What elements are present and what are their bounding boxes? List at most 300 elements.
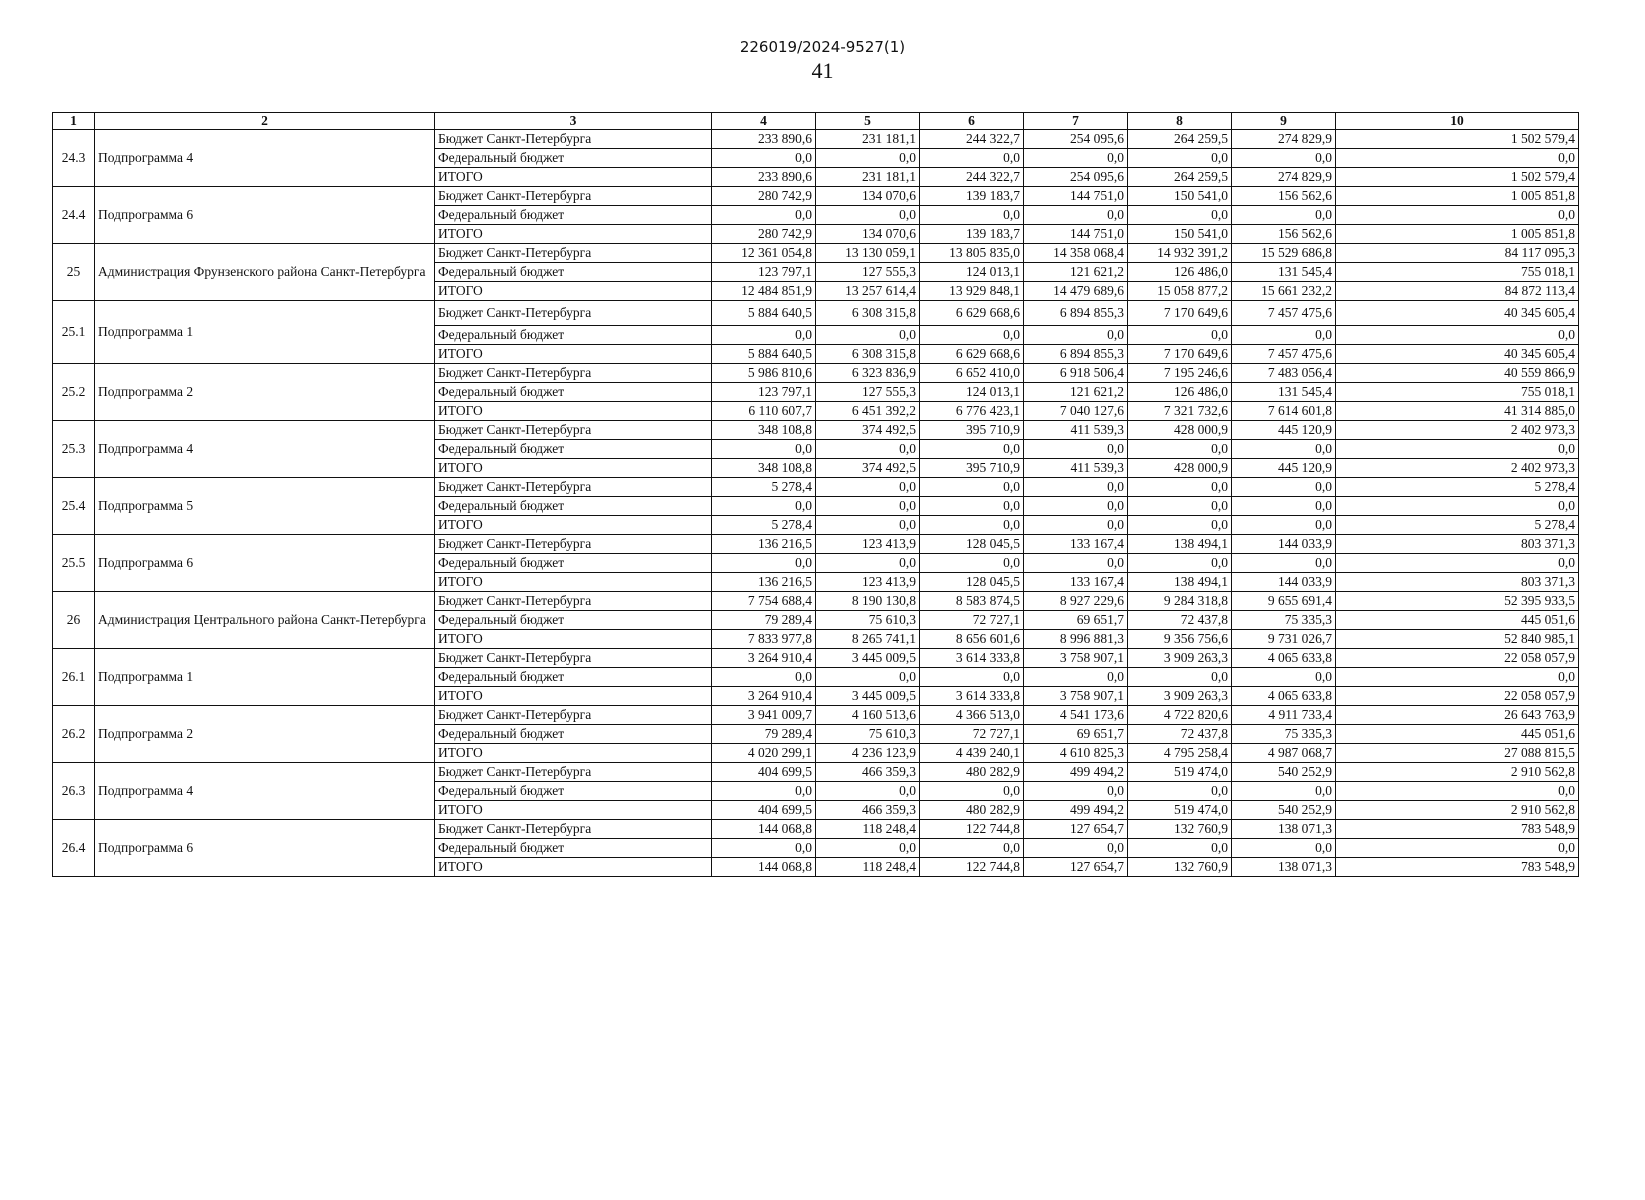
row-number: 25.2 bbox=[53, 364, 95, 421]
amount-cell: 0,0 bbox=[920, 516, 1024, 535]
amount-cell: 126 486,0 bbox=[1128, 383, 1232, 402]
funding-source: ИТОГО bbox=[435, 282, 712, 301]
amount-cell: 133 167,4 bbox=[1024, 573, 1128, 592]
amount-cell: 395 710,9 bbox=[920, 421, 1024, 440]
amount-cell: 6 918 506,4 bbox=[1024, 364, 1128, 383]
program-name: Подпрограмма 5 bbox=[95, 478, 435, 535]
program-name: Подпрограмма 1 bbox=[95, 301, 435, 364]
program-name: Подпрограмма 2 bbox=[95, 706, 435, 763]
amount-cell: 755 018,1 bbox=[1336, 263, 1579, 282]
amount-cell: 3 941 009,7 bbox=[712, 706, 816, 725]
amount-cell: 139 183,7 bbox=[920, 225, 1024, 244]
amount-cell: 404 699,5 bbox=[712, 763, 816, 782]
amount-cell: 138 071,3 bbox=[1232, 820, 1336, 839]
amount-cell: 428 000,9 bbox=[1128, 421, 1232, 440]
amount-cell: 0,0 bbox=[816, 554, 920, 573]
funding-source: Бюджет Санкт-Петербурга bbox=[435, 244, 712, 263]
amount-cell: 3 264 910,4 bbox=[712, 687, 816, 706]
amount-cell: 0,0 bbox=[1232, 782, 1336, 801]
funding-source: Федеральный бюджет bbox=[435, 839, 712, 858]
amount-cell: 445 120,9 bbox=[1232, 421, 1336, 440]
amount-cell: 0,0 bbox=[920, 839, 1024, 858]
funding-source: ИТОГО bbox=[435, 573, 712, 592]
amount-cell: 445 051,6 bbox=[1336, 725, 1579, 744]
amount-cell: 348 108,8 bbox=[712, 421, 816, 440]
amount-cell: 803 371,3 bbox=[1336, 573, 1579, 592]
funding-source: Бюджет Санкт-Петербурга bbox=[435, 301, 712, 326]
funding-source: Бюджет Санкт-Петербурга bbox=[435, 478, 712, 497]
amount-cell: 7 321 732,6 bbox=[1128, 402, 1232, 421]
amount-cell: 783 548,9 bbox=[1336, 820, 1579, 839]
table-row bbox=[53, 301, 1579, 326]
amount-cell: 4 160 513,6 bbox=[816, 706, 920, 725]
amount-cell: 75 610,3 bbox=[816, 725, 920, 744]
funding-source: Федеральный бюджет bbox=[435, 497, 712, 516]
amount-cell: 131 545,4 bbox=[1232, 263, 1336, 282]
funding-source: ИТОГО bbox=[435, 687, 712, 706]
amount-cell: 233 890,6 bbox=[712, 168, 816, 187]
amount-cell: 7 833 977,8 bbox=[712, 630, 816, 649]
amount-cell: 121 621,2 bbox=[1024, 263, 1128, 282]
amount-cell: 3 445 009,5 bbox=[816, 649, 920, 668]
amount-cell: 8 996 881,3 bbox=[1024, 630, 1128, 649]
amount-cell: 9 284 318,8 bbox=[1128, 592, 1232, 611]
amount-cell: 2 910 562,8 bbox=[1336, 763, 1579, 782]
amount-cell: 6 110 607,7 bbox=[712, 402, 816, 421]
budget-table bbox=[52, 112, 1579, 877]
amount-cell: 0,0 bbox=[1024, 478, 1128, 497]
amount-cell: 0,0 bbox=[1024, 554, 1128, 573]
amount-cell: 0,0 bbox=[920, 326, 1024, 345]
amount-cell: 127 654,7 bbox=[1024, 858, 1128, 877]
amount-cell: 8 583 874,5 bbox=[920, 592, 1024, 611]
amount-cell: 519 474,0 bbox=[1128, 763, 1232, 782]
row-number: 25.3 bbox=[53, 421, 95, 478]
program-name: Подпрограмма 1 bbox=[95, 649, 435, 706]
amount-cell: 3 909 263,3 bbox=[1128, 687, 1232, 706]
amount-cell: 22 058 057,9 bbox=[1336, 687, 1579, 706]
amount-cell: 128 045,5 bbox=[920, 573, 1024, 592]
amount-cell: 0,0 bbox=[1336, 668, 1579, 687]
table-row bbox=[53, 364, 1579, 383]
row-number: 25.4 bbox=[53, 478, 95, 535]
funding-source: Федеральный бюджет bbox=[435, 554, 712, 573]
amount-cell: 480 282,9 bbox=[920, 801, 1024, 820]
amount-cell: 4 065 633,8 bbox=[1232, 687, 1336, 706]
funding-source: ИТОГО bbox=[435, 744, 712, 763]
amount-cell: 0,0 bbox=[1024, 668, 1128, 687]
amount-cell: 374 492,5 bbox=[816, 459, 920, 478]
amount-cell: 254 095,6 bbox=[1024, 168, 1128, 187]
program-name: Подпрограмма 4 bbox=[95, 130, 435, 187]
amount-cell: 144 033,9 bbox=[1232, 535, 1336, 554]
amount-cell: 0,0 bbox=[1232, 440, 1336, 459]
amount-cell: 0,0 bbox=[712, 206, 816, 225]
amount-cell: 0,0 bbox=[816, 839, 920, 858]
amount-cell: 0,0 bbox=[920, 668, 1024, 687]
amount-cell: 136 216,5 bbox=[712, 535, 816, 554]
amount-cell: 480 282,9 bbox=[920, 763, 1024, 782]
column-header: 6 bbox=[920, 113, 1024, 130]
column-header-row bbox=[53, 113, 1579, 130]
column-header: 1 bbox=[53, 113, 95, 130]
amount-cell: 15 661 232,2 bbox=[1232, 282, 1336, 301]
table-row bbox=[53, 706, 1579, 725]
program-name: Администрация Фрунзенского района Санкт-Петербурга bbox=[95, 244, 435, 301]
amount-cell: 5 278,4 bbox=[712, 478, 816, 497]
amount-cell: 2 402 973,3 bbox=[1336, 421, 1579, 440]
amount-cell: 121 621,2 bbox=[1024, 383, 1128, 402]
funding-source: ИТОГО bbox=[435, 630, 712, 649]
amount-cell: 52 840 985,1 bbox=[1336, 630, 1579, 649]
amount-cell: 4 541 173,6 bbox=[1024, 706, 1128, 725]
amount-cell: 72 437,8 bbox=[1128, 611, 1232, 630]
funding-source: ИТОГО bbox=[435, 858, 712, 877]
amount-cell: 0,0 bbox=[1336, 149, 1579, 168]
amount-cell: 0,0 bbox=[920, 782, 1024, 801]
amount-cell: 2 910 562,8 bbox=[1336, 801, 1579, 820]
amount-cell: 428 000,9 bbox=[1128, 459, 1232, 478]
amount-cell: 144 033,9 bbox=[1232, 573, 1336, 592]
document-id: 226019/2024-9527(1) bbox=[739, 38, 906, 56]
amount-cell: 540 252,9 bbox=[1232, 763, 1336, 782]
amount-cell: 231 181,1 bbox=[816, 168, 920, 187]
amount-cell: 0,0 bbox=[1024, 497, 1128, 516]
amount-cell: 3 445 009,5 bbox=[816, 687, 920, 706]
amount-cell: 22 058 057,9 bbox=[1336, 649, 1579, 668]
amount-cell: 7 170 649,6 bbox=[1128, 345, 1232, 364]
table-row bbox=[53, 763, 1579, 782]
amount-cell: 395 710,9 bbox=[920, 459, 1024, 478]
program-name: Подпрограмма 6 bbox=[95, 535, 435, 592]
column-header: 7 bbox=[1024, 113, 1128, 130]
amount-cell: 348 108,8 bbox=[712, 459, 816, 478]
amount-cell: 0,0 bbox=[920, 497, 1024, 516]
amount-cell: 156 562,6 bbox=[1232, 187, 1336, 206]
amount-cell: 136 216,5 bbox=[712, 573, 816, 592]
amount-cell: 79 289,4 bbox=[712, 611, 816, 630]
amount-cell: 138 494,1 bbox=[1128, 535, 1232, 554]
amount-cell: 144 068,8 bbox=[712, 820, 816, 839]
amount-cell: 3 909 263,3 bbox=[1128, 649, 1232, 668]
amount-cell: 123 413,9 bbox=[816, 535, 920, 554]
row-number: 25.5 bbox=[53, 535, 95, 592]
amount-cell: 12 484 851,9 bbox=[712, 282, 816, 301]
table-body bbox=[53, 130, 1579, 877]
amount-cell: 0,0 bbox=[712, 326, 816, 345]
funding-source: ИТОГО bbox=[435, 345, 712, 364]
row-number: 24.3 bbox=[53, 130, 95, 187]
amount-cell: 244 322,7 bbox=[920, 130, 1024, 149]
amount-cell: 0,0 bbox=[1128, 206, 1232, 225]
amount-cell: 0,0 bbox=[1024, 839, 1128, 858]
funding-source: ИТОГО bbox=[435, 168, 712, 187]
amount-cell: 6 894 855,3 bbox=[1024, 301, 1128, 326]
amount-cell: 6 629 668,6 bbox=[920, 345, 1024, 364]
amount-cell: 134 070,6 bbox=[816, 187, 920, 206]
amount-cell: 0,0 bbox=[1128, 149, 1232, 168]
amount-cell: 280 742,9 bbox=[712, 225, 816, 244]
funding-source: Бюджет Санкт-Петербурга bbox=[435, 421, 712, 440]
amount-cell: 0,0 bbox=[1024, 516, 1128, 535]
amount-cell: 783 548,9 bbox=[1336, 858, 1579, 877]
program-name: Подпрограмма 4 bbox=[95, 763, 435, 820]
column-header: 3 bbox=[435, 113, 712, 130]
funding-source: Бюджет Санкт-Петербурга bbox=[435, 592, 712, 611]
funding-source: Бюджет Санкт-Петербурга bbox=[435, 706, 712, 725]
amount-cell: 0,0 bbox=[1232, 516, 1336, 535]
amount-cell: 0,0 bbox=[712, 554, 816, 573]
amount-cell: 0,0 bbox=[1336, 782, 1579, 801]
amount-cell: 15 058 877,2 bbox=[1128, 282, 1232, 301]
amount-cell: 0,0 bbox=[1128, 839, 1232, 858]
amount-cell: 0,0 bbox=[1336, 326, 1579, 345]
amount-cell: 5 884 640,5 bbox=[712, 301, 816, 326]
amount-cell: 233 890,6 bbox=[712, 130, 816, 149]
amount-cell: 0,0 bbox=[1128, 782, 1232, 801]
amount-cell: 4 722 820,6 bbox=[1128, 706, 1232, 725]
amount-cell: 52 395 933,5 bbox=[1336, 592, 1579, 611]
amount-cell: 499 494,2 bbox=[1024, 801, 1128, 820]
amount-cell: 0,0 bbox=[1232, 478, 1336, 497]
amount-cell: 0,0 bbox=[816, 782, 920, 801]
amount-cell: 6 308 315,8 bbox=[816, 301, 920, 326]
amount-cell: 69 651,7 bbox=[1024, 725, 1128, 744]
amount-cell: 8 190 130,8 bbox=[816, 592, 920, 611]
funding-source: Бюджет Санкт-Петербурга bbox=[435, 535, 712, 554]
amount-cell: 280 742,9 bbox=[712, 187, 816, 206]
amount-cell: 0,0 bbox=[1232, 149, 1336, 168]
amount-cell: 3 758 907,1 bbox=[1024, 687, 1128, 706]
amount-cell: 0,0 bbox=[1232, 326, 1336, 345]
amount-cell: 0,0 bbox=[1336, 440, 1579, 459]
amount-cell: 127 654,7 bbox=[1024, 820, 1128, 839]
table-row bbox=[53, 820, 1579, 839]
amount-cell: 0,0 bbox=[816, 149, 920, 168]
amount-cell: 466 359,3 bbox=[816, 763, 920, 782]
amount-cell: 1 502 579,4 bbox=[1336, 168, 1579, 187]
amount-cell: 1 005 851,8 bbox=[1336, 225, 1579, 244]
amount-cell: 40 559 866,9 bbox=[1336, 364, 1579, 383]
amount-cell: 2 402 973,3 bbox=[1336, 459, 1579, 478]
amount-cell: 75 335,3 bbox=[1232, 725, 1336, 744]
amount-cell: 144 751,0 bbox=[1024, 225, 1128, 244]
amount-cell: 132 760,9 bbox=[1128, 820, 1232, 839]
amount-cell: 7 614 601,8 bbox=[1232, 402, 1336, 421]
amount-cell: 0,0 bbox=[1128, 440, 1232, 459]
funding-source: Бюджет Санкт-Петербурга bbox=[435, 820, 712, 839]
column-header: 4 bbox=[712, 113, 816, 130]
amount-cell: 123 797,1 bbox=[712, 383, 816, 402]
funding-source: Бюджет Санкт-Петербурга bbox=[435, 763, 712, 782]
funding-source: ИТОГО bbox=[435, 402, 712, 421]
amount-cell: 84 872 113,4 bbox=[1336, 282, 1579, 301]
amount-cell: 519 474,0 bbox=[1128, 801, 1232, 820]
amount-cell: 41 314 885,0 bbox=[1336, 402, 1579, 421]
amount-cell: 72 727,1 bbox=[920, 611, 1024, 630]
amount-cell: 0,0 bbox=[712, 668, 816, 687]
amount-cell: 13 805 835,0 bbox=[920, 244, 1024, 263]
amount-cell: 40 345 605,4 bbox=[1336, 345, 1579, 364]
funding-source: Бюджет Санкт-Петербурга bbox=[435, 187, 712, 206]
amount-cell: 4 987 068,7 bbox=[1232, 744, 1336, 763]
amount-cell: 0,0 bbox=[920, 206, 1024, 225]
amount-cell: 4 911 733,4 bbox=[1232, 706, 1336, 725]
table-row bbox=[53, 592, 1579, 611]
amount-cell: 6 308 315,8 bbox=[816, 345, 920, 364]
row-number: 26.1 bbox=[53, 649, 95, 706]
amount-cell: 499 494,2 bbox=[1024, 763, 1128, 782]
amount-cell: 6 776 423,1 bbox=[920, 402, 1024, 421]
funding-source: ИТОГО bbox=[435, 801, 712, 820]
amount-cell: 1 502 579,4 bbox=[1336, 130, 1579, 149]
amount-cell: 7 483 056,4 bbox=[1232, 364, 1336, 383]
amount-cell: 0,0 bbox=[1024, 782, 1128, 801]
row-number: 26 bbox=[53, 592, 95, 649]
row-number: 25.1 bbox=[53, 301, 95, 364]
amount-cell: 0,0 bbox=[920, 440, 1024, 459]
amount-cell: 8 927 229,6 bbox=[1024, 592, 1128, 611]
program-name: Администрация Центрального района Санкт-Петербурга bbox=[95, 592, 435, 649]
amount-cell: 13 257 614,4 bbox=[816, 282, 920, 301]
amount-cell: 7 457 475,6 bbox=[1232, 345, 1336, 364]
amount-cell: 0,0 bbox=[816, 478, 920, 497]
amount-cell: 14 479 689,6 bbox=[1024, 282, 1128, 301]
amount-cell: 75 335,3 bbox=[1232, 611, 1336, 630]
funding-source: Федеральный бюджет bbox=[435, 668, 712, 687]
column-header: 8 bbox=[1128, 113, 1232, 130]
amount-cell: 8 265 741,1 bbox=[816, 630, 920, 649]
amount-cell: 156 562,6 bbox=[1232, 225, 1336, 244]
amount-cell: 0,0 bbox=[920, 149, 1024, 168]
amount-cell: 7 457 475,6 bbox=[1232, 301, 1336, 326]
amount-cell: 126 486,0 bbox=[1128, 263, 1232, 282]
amount-cell: 755 018,1 bbox=[1336, 383, 1579, 402]
amount-cell: 4 236 123,9 bbox=[816, 744, 920, 763]
amount-cell: 150 541,0 bbox=[1128, 187, 1232, 206]
amount-cell: 72 437,8 bbox=[1128, 725, 1232, 744]
table-row bbox=[53, 535, 1579, 554]
amount-cell: 0,0 bbox=[1024, 326, 1128, 345]
program-name: Подпрограмма 2 bbox=[95, 364, 435, 421]
funding-source: Бюджет Санкт-Петербурга bbox=[435, 364, 712, 383]
amount-cell: 0,0 bbox=[1336, 839, 1579, 858]
amount-cell: 0,0 bbox=[816, 668, 920, 687]
amount-cell: 131 545,4 bbox=[1232, 383, 1336, 402]
amount-cell: 15 529 686,8 bbox=[1232, 244, 1336, 263]
amount-cell: 404 699,5 bbox=[712, 801, 816, 820]
amount-cell: 122 744,8 bbox=[920, 820, 1024, 839]
amount-cell: 803 371,3 bbox=[1336, 535, 1579, 554]
amount-cell: 123 413,9 bbox=[816, 573, 920, 592]
amount-cell: 0,0 bbox=[712, 839, 816, 858]
amount-cell: 0,0 bbox=[1336, 206, 1579, 225]
amount-cell: 0,0 bbox=[920, 554, 1024, 573]
table-row bbox=[53, 421, 1579, 440]
amount-cell: 9 356 756,6 bbox=[1128, 630, 1232, 649]
amount-cell: 6 323 836,9 bbox=[816, 364, 920, 383]
amount-cell: 118 248,4 bbox=[816, 820, 920, 839]
funding-source: Федеральный бюджет bbox=[435, 782, 712, 801]
amount-cell: 264 259,5 bbox=[1128, 130, 1232, 149]
table-row bbox=[53, 244, 1579, 263]
amount-cell: 1 005 851,8 bbox=[1336, 187, 1579, 206]
amount-cell: 254 095,6 bbox=[1024, 130, 1128, 149]
amount-cell: 9 655 691,4 bbox=[1232, 592, 1336, 611]
amount-cell: 128 045,5 bbox=[920, 535, 1024, 554]
column-header: 10 bbox=[1336, 113, 1579, 130]
amount-cell: 0,0 bbox=[1024, 440, 1128, 459]
amount-cell: 27 088 815,5 bbox=[1336, 744, 1579, 763]
amount-cell: 0,0 bbox=[816, 440, 920, 459]
amount-cell: 374 492,5 bbox=[816, 421, 920, 440]
amount-cell: 13 929 848,1 bbox=[920, 282, 1024, 301]
table-row bbox=[53, 187, 1579, 206]
table-row bbox=[53, 649, 1579, 668]
amount-cell: 6 629 668,6 bbox=[920, 301, 1024, 326]
amount-cell: 3 614 333,8 bbox=[920, 687, 1024, 706]
amount-cell: 6 894 855,3 bbox=[1024, 345, 1128, 364]
amount-cell: 540 252,9 bbox=[1232, 801, 1336, 820]
amount-cell: 127 555,3 bbox=[816, 383, 920, 402]
amount-cell: 0,0 bbox=[816, 516, 920, 535]
amount-cell: 274 829,9 bbox=[1232, 130, 1336, 149]
amount-cell: 4 366 513,0 bbox=[920, 706, 1024, 725]
funding-source: Федеральный бюджет bbox=[435, 206, 712, 225]
amount-cell: 144 068,8 bbox=[712, 858, 816, 877]
amount-cell: 0,0 bbox=[1232, 839, 1336, 858]
amount-cell: 0,0 bbox=[1128, 516, 1232, 535]
amount-cell: 132 760,9 bbox=[1128, 858, 1232, 877]
amount-cell: 134 070,6 bbox=[816, 225, 920, 244]
row-number: 26.3 bbox=[53, 763, 95, 820]
amount-cell: 5 884 640,5 bbox=[712, 345, 816, 364]
funding-source: Федеральный бюджет bbox=[435, 611, 712, 630]
amount-cell: 5 278,4 bbox=[712, 516, 816, 535]
amount-cell: 0,0 bbox=[1128, 497, 1232, 516]
table-row bbox=[53, 130, 1579, 149]
amount-cell: 0,0 bbox=[1128, 668, 1232, 687]
table-row bbox=[53, 478, 1579, 497]
amount-cell: 0,0 bbox=[1336, 497, 1579, 516]
amount-cell: 231 181,1 bbox=[816, 130, 920, 149]
amount-cell: 274 829,9 bbox=[1232, 168, 1336, 187]
row-number: 25 bbox=[53, 244, 95, 301]
amount-cell: 123 797,1 bbox=[712, 263, 816, 282]
amount-cell: 0,0 bbox=[920, 478, 1024, 497]
amount-cell: 150 541,0 bbox=[1128, 225, 1232, 244]
amount-cell: 0,0 bbox=[712, 497, 816, 516]
amount-cell: 133 167,4 bbox=[1024, 535, 1128, 554]
row-number: 26.4 bbox=[53, 820, 95, 877]
amount-cell: 7 754 688,4 bbox=[712, 592, 816, 611]
amount-cell: 124 013,1 bbox=[920, 383, 1024, 402]
amount-cell: 3 758 907,1 bbox=[1024, 649, 1128, 668]
amount-cell: 0,0 bbox=[1232, 668, 1336, 687]
amount-cell: 69 651,7 bbox=[1024, 611, 1128, 630]
funding-source: Бюджет Санкт-Петербурга bbox=[435, 130, 712, 149]
amount-cell: 8 656 601,6 bbox=[920, 630, 1024, 649]
program-name: Подпрограмма 6 bbox=[95, 820, 435, 877]
amount-cell: 138 494,1 bbox=[1128, 573, 1232, 592]
amount-cell: 7 170 649,6 bbox=[1128, 301, 1232, 326]
amount-cell: 138 071,3 bbox=[1232, 858, 1336, 877]
funding-source: ИТОГО bbox=[435, 459, 712, 478]
amount-cell: 6 451 392,2 bbox=[816, 402, 920, 421]
funding-source: Федеральный бюджет bbox=[435, 383, 712, 402]
amount-cell: 0,0 bbox=[1232, 206, 1336, 225]
column-header: 5 bbox=[816, 113, 920, 130]
